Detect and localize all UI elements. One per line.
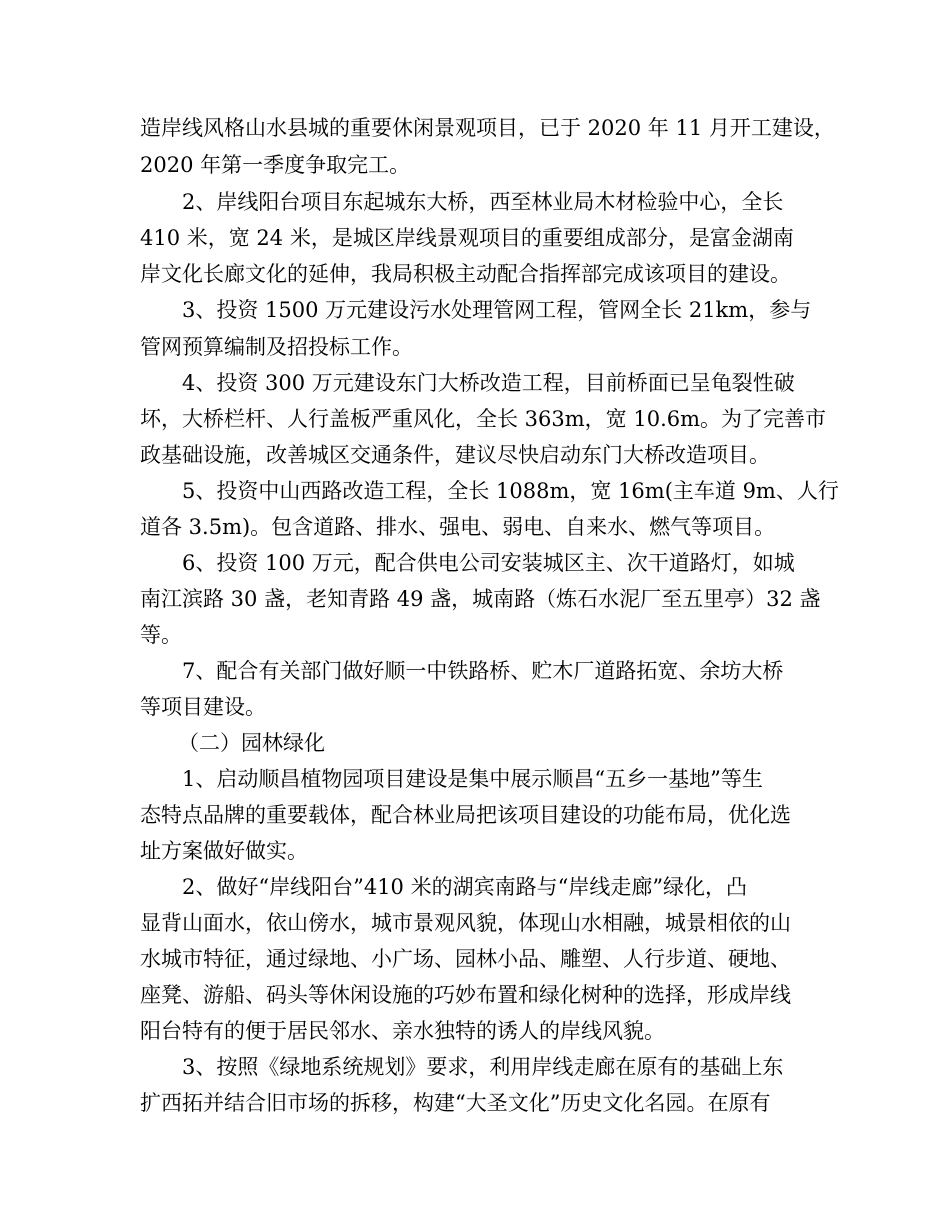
text-line: 态特点品牌的重要载体，配合林业局把该项目建设的功能布局，优化选 (140, 803, 791, 827)
text-line: 坏，大桥栏杆、人行盖板严重风化，全长 363m，宽 10.6m。为了完善市 (140, 407, 827, 431)
text-line: 4、投资 300 万元建设东门大桥改造工程，目前桥面已呈龟裂性破 (182, 371, 795, 395)
text-line: 南江滨路 30 盏，老知青路 49 盏，城南路（炼石水泥厂至五里亭）32 盏 (140, 587, 821, 611)
text-line: 2、做好“岸线阳台”410 米的湖宾南路与“岸线走廊”绿化，凸 (182, 875, 748, 899)
text-line: 410 米，宽 24 米，是城区岸线景观项目的重要组成部分，是富金湖南 (140, 226, 794, 250)
text-line: 2020 年第一季度争取完工。 (140, 153, 411, 177)
text-line: 扩西拓并结合旧市场的拆移，构建“大圣文化”历史文化名园。在原有 (140, 1091, 771, 1115)
text-line: 2、岸线阳台项目东起城东大桥，西至林业局木材检验中心，全长 (182, 190, 784, 214)
text-line: 显背山面水，依山傍水，城市景观风貌，体现山水相融，城景相依的山 (140, 911, 791, 935)
section-heading: （二）园林绿化 (178, 731, 325, 755)
text-line: 址方案做好做实。 (140, 839, 308, 863)
text-line: 7、配合有关部门做好顺一中铁路桥、贮木厂道路拓宽、余坊大桥 (182, 659, 784, 683)
text-line: 5、投资中山西路改造工程，全长 1088m，宽 16m(主车道 9m、人行 (182, 479, 839, 503)
text-line: 管网预算编制及招投标工作。 (140, 335, 413, 359)
text-line: 1、启动顺昌植物园项目建设是集中展示顺昌“五乡一基地”等生 (182, 767, 763, 791)
text-line: 3、投资 1500 万元建设污水处理管网工程，管网全长 21km，参与 (182, 298, 812, 322)
text-line: 座凳、游船、码头等休闲设施的巧妙布置和绿化树种的选择，形成岸线 (140, 983, 791, 1007)
text-line: 等。 (140, 623, 182, 647)
text-line: 6、投资 100 万元，配合供电公司安装城区主、次干道路灯，如城 (182, 551, 795, 575)
text-line: 道各 3.5m)。包含道路、排水、强电、弱电、自来水、燃气等项目。 (140, 515, 776, 539)
text-line: 3、按照《绿地系统规划》要求，利用岸线走廊在原有的基础上东 (182, 1055, 784, 1079)
text-line: 岸文化长廊文化的延伸，我局积极主动配合指挥部完成该项目的建设。 (140, 262, 791, 286)
text-line: 政基础设施，改善城区交通条件，建议尽快启动东门大桥改造项目。 (140, 443, 770, 467)
text-line: 等项目建设。 (140, 695, 266, 719)
text-line: 水城市特征，通过绿地、小广场、园林小品、雕塑、人行步道、硬地、 (140, 947, 791, 971)
text-line: 造岸线风格山水县城的重要休闲景观项目，已于 2020 年 11 月开工建设， (140, 116, 835, 140)
text-line: 阳台特有的便于居民邻水、亲水独特的诱人的岸线风貌。 (140, 1019, 665, 1043)
